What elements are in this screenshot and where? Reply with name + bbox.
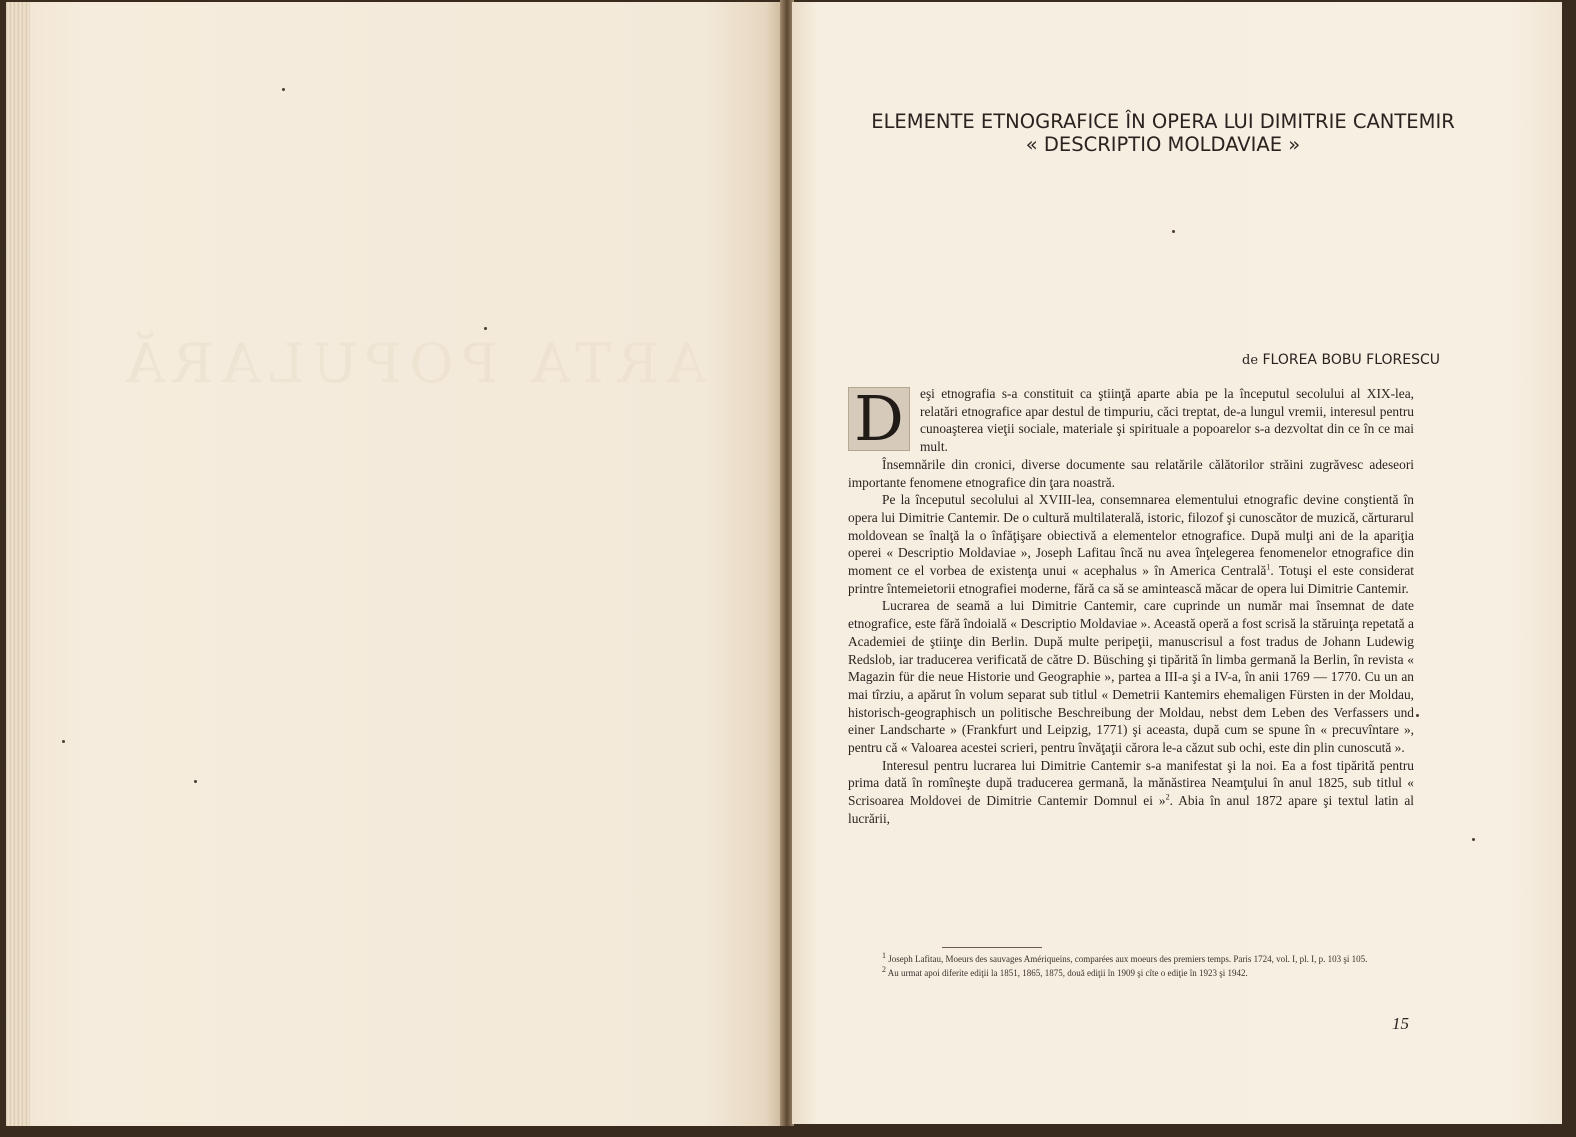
paper-speck — [484, 327, 487, 330]
paragraph — [848, 456, 1414, 491]
paper-speck — [1472, 838, 1475, 841]
paragraph-text: . Abia în anul 1872 apare şi textul latin al lucrării, — [848, 793, 1414, 826]
page-number: 15 — [1392, 1014, 1409, 1033]
article-title — [828, 110, 1498, 156]
left-page — [6, 2, 782, 1128]
paragraph — [848, 757, 1414, 828]
footnote-number: 1 — [882, 951, 886, 960]
paper-speck — [1416, 714, 1419, 717]
paper-speck — [194, 780, 197, 783]
article-body — [848, 382, 1414, 828]
paragraph-text: Însemnările din cronici, diverse documente sau relatările călătorilor străini zugrăvesc adeseori importante fenomene etnografice din ţara noastră. — [848, 456, 1414, 490]
paragraph-text: Interesul pentru lucrarea lui Dimitrie Cantemir s-a manifestat şi la noi. Ea a fost tipărită pentru prima dată în romîneşte după traducerea germană, la mănăstirea Neamţului în anul 1825, sub titlul « Scrisoarea Moldovei de Dimitrie Cantemir Domnul ei » — [848, 757, 1414, 809]
footnote-text: Au urmat apoi diferite ediţii la 1851, 1865, 1875, două ediţii în 1909 şi cîte o ediţie în 1923 şi 1942. — [887, 968, 1248, 978]
author-prefix: de — [1242, 353, 1259, 368]
book-bottom-edge — [0, 1126, 1576, 1137]
page-edge — [6, 2, 30, 1128]
paragraph — [848, 597, 1414, 756]
title-line-2: « DESCRIPTIO MOLDAVIAE » — [1025, 133, 1301, 156]
footnote-number: 2 — [882, 965, 886, 974]
title-line-1: ELEMENTE ETNOGRAFICE ÎN OPERA LUI DIMITRIE CANTEMIR — [871, 110, 1455, 133]
footnotes — [848, 952, 1414, 980]
footnote-ref: 2 — [1165, 792, 1170, 802]
author-byline — [1062, 352, 1440, 368]
footnote-ref: 1 — [1266, 562, 1271, 572]
show-through-text: ARTA POPULARĂ — [118, 332, 706, 395]
paragraph-text: . Totuşi el este considerat printre întemeietorii etnografiei moderne, fără ca să se amintească măcar de opera lui Dimitrie Cantemir. — [848, 563, 1414, 596]
paragraph-text: Pe la începutul secolului al XVIII-lea, consemnarea elementului etnografic devine conştientă în opera lui Dimitrie Cantemir. De o cultură multilaterală, istoric, filozof şi cunoscător de muzică, cărturarul moldovean se înalţă la o înfăţişare obiectivă a elementelor etnografice. După mulţi ani de la apariţia operei « Descriptio Moldaviae », Joseph Lafitau încă nu avea înţelegerea fenomenelor etnografice din moment ce el vorbea de existenţa unui « acephalus » în America Centrală — [848, 492, 1414, 579]
paragraph-text: eşi etnografia s-a constituit ca ştiinţă aparte abia pe la începutul secolului al XIX-lea, relatări etnografice apar destul de timpuriu, căci treptat, de-a lungul vremii, interesul pentru cunoaşterea vieţii sociale, materiale şi spirituale a popoarelor s-a dezvoltat din ce în ce mai mult. — [920, 386, 1414, 455]
drop-cap: D — [848, 387, 910, 451]
paragraph-text: Lucrarea de seamă a lui Dimitrie Cantemir, care cuprinde un număr mai însemnat de date etnografice, este fără îndoială « Descriptio Moldaviae ». Această operă a fost scrisă la stăruinţa repetată a Academiei de ştiinţe din Berlin. După multe peripeţii, manuscrisul a fost tradus de Johann Ludewig Redslob, iar traducerea verificată de către D. Büsching şi tipărită în limba germană la Berlin, în revista « Magazin für die neue Historie und Geographie », partea a III-a şi a IV-a, în anii 1769 — 1770. Cu un an mai tîrziu, a apărut în volum separat sub titlul « Demetrii Kantemirs ehemaligen Fürsten in der Moldau, historisch-geographisch un politische Beschreibung der Moldau, nebst dem Leben des Verfassers und einer Landscharte » (Frankfurt und Leipzig, 1771) şi aceasta, după cum se spune în « precuvîntare », pentru că « Valoarea acestei scrieri, pentru învăţaţii cărora le-a căzut sub ochi, este din plin cunoscută ». — [848, 598, 1414, 756]
paper-speck — [1172, 230, 1175, 233]
paragraph — [848, 382, 1414, 456]
footnote-divider — [942, 947, 1042, 948]
footnote-text: Joseph Lafitau, Moeurs des sauvages Amériqueins, comparées aux moeurs des premiers temps. Paris 1724, vol. I, pl. I, p. 103 şi 105. — [888, 954, 1368, 964]
paper-speck — [62, 740, 65, 743]
right-page — [792, 2, 1562, 1124]
paragraph — [848, 491, 1414, 597]
author-name: FLOREA BOBU FLORESCU — [1262, 352, 1440, 368]
footnote — [848, 952, 1414, 966]
paper-speck — [282, 88, 285, 91]
footnote — [848, 966, 1414, 980]
